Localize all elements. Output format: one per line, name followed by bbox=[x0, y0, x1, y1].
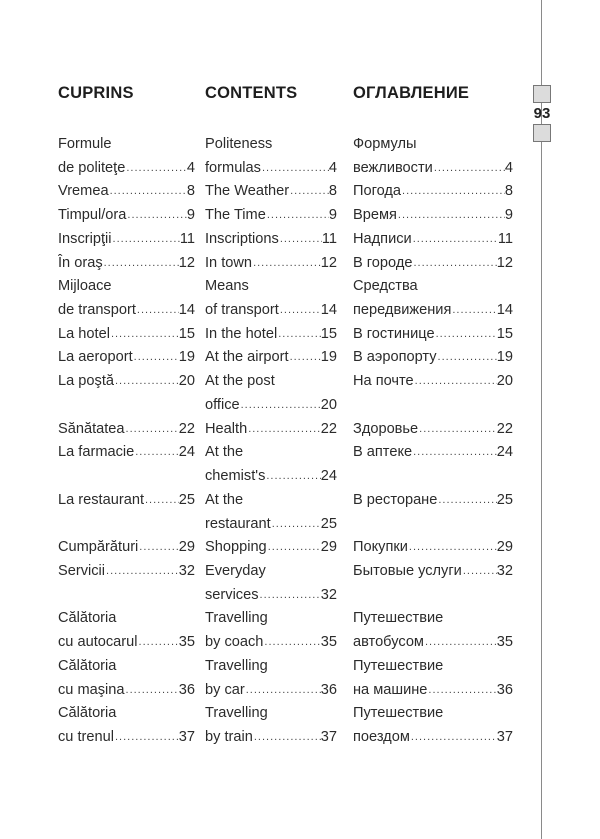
dot-leader bbox=[133, 346, 179, 370]
toc-entry-english bbox=[205, 465, 337, 489]
dot-leader bbox=[103, 252, 179, 276]
toc-entry-romanian bbox=[58, 370, 195, 394]
entry-title: office bbox=[205, 396, 240, 413]
thumb-tab-box-top bbox=[533, 85, 551, 103]
entry-page-number: 11 bbox=[321, 230, 337, 247]
entry-title: Inscripţii bbox=[58, 230, 112, 247]
entry-page-number: 32 bbox=[496, 562, 513, 579]
entry-page-number: 25 bbox=[178, 491, 195, 508]
entry-title: Путешествие bbox=[353, 657, 444, 674]
entry-title: Everyday bbox=[205, 562, 266, 579]
toc-entry-english bbox=[205, 275, 337, 299]
dot-leader bbox=[105, 560, 179, 584]
toc-entry-russian bbox=[353, 655, 513, 679]
entry-title: Travelling bbox=[205, 610, 268, 627]
entry-title: Sănătatea bbox=[58, 420, 125, 437]
heading-russian: ОГЛАВЛЕНИЕ bbox=[353, 84, 470, 102]
toc-row bbox=[0, 275, 600, 299]
entry-title: На почте bbox=[353, 373, 414, 390]
toc-entry-english bbox=[205, 252, 337, 276]
entry-page-number: 11 bbox=[497, 230, 513, 247]
entry-page-number: 19 bbox=[320, 349, 337, 366]
entry-title: Mijloace bbox=[58, 278, 112, 295]
toc-row bbox=[0, 228, 600, 252]
entry-title: Погода bbox=[353, 183, 402, 200]
entry-page-number: 12 bbox=[320, 254, 337, 271]
dot-leader bbox=[261, 157, 329, 181]
entry-title: Здоровье bbox=[353, 420, 419, 437]
toc-row bbox=[0, 346, 600, 370]
entry-title: Timpul/ora bbox=[58, 207, 127, 224]
toc-entry-romanian bbox=[58, 655, 195, 679]
toc-entry-english bbox=[205, 394, 337, 418]
toc-entry-english bbox=[205, 560, 337, 584]
entry-title: In the hotel bbox=[205, 325, 278, 342]
toc-row bbox=[0, 726, 600, 750]
dot-leader bbox=[437, 489, 496, 513]
entry-page-number: 35 bbox=[178, 634, 195, 651]
toc-entry-russian bbox=[353, 252, 513, 276]
toc-entry-english bbox=[205, 631, 337, 655]
dot-leader bbox=[267, 536, 321, 560]
toc-row bbox=[0, 465, 600, 489]
entry-page-number: 9 bbox=[186, 207, 195, 224]
entry-title: Călătoria bbox=[58, 705, 117, 722]
entry-title: В аэропорту bbox=[353, 349, 437, 366]
toc-entry-english bbox=[205, 204, 337, 228]
dot-leader bbox=[253, 726, 321, 750]
entry-title: chemist's bbox=[205, 468, 266, 485]
dot-leader bbox=[245, 679, 321, 703]
entry-title: Vremea bbox=[58, 183, 109, 200]
entry-title: Health bbox=[205, 420, 248, 437]
toc-entry-romanian bbox=[58, 346, 195, 370]
entry-page-number: 20 bbox=[320, 396, 337, 413]
entry-title: cu maşina bbox=[58, 681, 125, 698]
toc-row bbox=[0, 252, 600, 276]
entry-title: Путешествие bbox=[353, 610, 444, 627]
toc-entry-russian bbox=[353, 133, 513, 157]
entry-page-number: 14 bbox=[320, 302, 337, 319]
entry-page-number: 15 bbox=[496, 325, 513, 342]
toc-row bbox=[0, 394, 600, 418]
toc-entry-romanian bbox=[58, 299, 195, 323]
heading-romanian: CUPRINS bbox=[58, 84, 134, 102]
dot-leader bbox=[125, 418, 179, 442]
dot-leader bbox=[412, 441, 497, 465]
toc-entry-russian bbox=[353, 418, 513, 442]
dot-leader bbox=[408, 536, 497, 560]
dot-leader bbox=[125, 679, 179, 703]
entry-page-number: 14 bbox=[496, 302, 513, 319]
entry-page-number: 25 bbox=[496, 491, 513, 508]
dot-leader bbox=[410, 726, 497, 750]
toc-entry-romanian bbox=[58, 441, 195, 465]
toc-entry-russian bbox=[353, 370, 513, 394]
entry-title: restaurant bbox=[205, 515, 271, 532]
entry-page-number: 8 bbox=[328, 183, 337, 200]
toc-entry-english bbox=[205, 679, 337, 703]
entry-title: Travelling bbox=[205, 705, 268, 722]
entry-page-number: 8 bbox=[186, 183, 195, 200]
toc-row bbox=[0, 418, 600, 442]
entry-page-number: 15 bbox=[178, 325, 195, 342]
entry-page-number: 15 bbox=[320, 325, 337, 342]
entry-title: At the post bbox=[205, 373, 275, 390]
entry-title: de transport bbox=[58, 302, 136, 319]
toc-entry-russian bbox=[353, 346, 513, 370]
entry-page-number: 12 bbox=[496, 254, 513, 271]
entry-title: At the airport bbox=[205, 349, 289, 366]
toc-entry-russian bbox=[353, 180, 513, 204]
entry-page-number: 24 bbox=[496, 444, 513, 461]
entry-title: Means bbox=[205, 278, 249, 295]
entry-title: Călătoria bbox=[58, 610, 117, 627]
dot-leader bbox=[397, 204, 505, 228]
toc-row bbox=[0, 204, 600, 228]
entry-page-number: 24 bbox=[320, 468, 337, 485]
toc-row bbox=[0, 299, 600, 323]
entry-title: вежливости bbox=[353, 159, 433, 176]
entry-title: Бытовые услуги bbox=[353, 562, 462, 579]
toc-entry-russian bbox=[353, 204, 513, 228]
entry-page-number: 32 bbox=[178, 562, 195, 579]
toc-entry-romanian bbox=[58, 584, 195, 608]
entry-page-number: 35 bbox=[496, 634, 513, 651]
page-number: 93 bbox=[533, 105, 551, 122]
toc-entry-russian bbox=[353, 299, 513, 323]
dot-leader bbox=[114, 726, 179, 750]
entry-title: de politeţe bbox=[58, 159, 126, 176]
dot-leader bbox=[259, 584, 321, 608]
toc-entry-english bbox=[205, 346, 337, 370]
entry-title: In town bbox=[205, 254, 253, 271]
dot-leader bbox=[401, 180, 505, 204]
toc-entry-romanian bbox=[58, 465, 195, 489]
entry-title: Servicii bbox=[58, 562, 106, 579]
entry-title: formulas bbox=[205, 159, 261, 176]
entry-title: Shopping bbox=[205, 539, 267, 556]
entry-title: В городе bbox=[353, 254, 413, 271]
entry-page-number: 12 bbox=[178, 254, 195, 271]
toc-entry-russian bbox=[353, 228, 513, 252]
entry-page-number: 19 bbox=[496, 349, 513, 366]
dot-leader bbox=[414, 370, 497, 394]
entry-title: поездом bbox=[353, 728, 410, 745]
toc-entry-romanian bbox=[58, 252, 195, 276]
entry-title: Покупки bbox=[353, 539, 408, 556]
toc-row bbox=[0, 655, 600, 679]
toc-entry-russian bbox=[353, 726, 513, 750]
entry-page-number: 19 bbox=[178, 349, 195, 366]
toc-row bbox=[0, 631, 600, 655]
toc-entry-romanian bbox=[58, 275, 195, 299]
entry-page-number: 22 bbox=[496, 420, 513, 437]
entry-title: передвижения bbox=[353, 302, 452, 319]
entry-title: Călătoria bbox=[58, 657, 117, 674]
dot-leader bbox=[435, 323, 497, 347]
toc-entry-romanian bbox=[58, 536, 195, 560]
toc-entry-english bbox=[205, 702, 337, 726]
entry-page-number: 20 bbox=[178, 373, 195, 390]
toc-entry-romanian bbox=[58, 228, 195, 252]
toc-entry-russian bbox=[353, 702, 513, 726]
toc-row bbox=[0, 702, 600, 726]
entry-page-number: 14 bbox=[178, 302, 195, 319]
entry-title: La hotel bbox=[58, 325, 110, 342]
dot-leader bbox=[462, 560, 497, 584]
toc-entry-romanian bbox=[58, 180, 195, 204]
entry-title: La poştă bbox=[58, 373, 114, 390]
dot-leader bbox=[240, 394, 321, 418]
toc-entry-english bbox=[205, 726, 337, 750]
entry-title: cu autocarul bbox=[58, 634, 138, 651]
toc-entry-russian bbox=[353, 275, 513, 299]
entry-title: by train bbox=[205, 728, 253, 745]
toc-entry-romanian bbox=[58, 323, 195, 347]
toc-entry-romanian bbox=[58, 726, 195, 750]
toc-row bbox=[0, 536, 600, 560]
toc-entry-russian bbox=[353, 489, 513, 513]
toc-entry-romanian bbox=[58, 133, 195, 157]
entry-title: Средства bbox=[353, 278, 418, 295]
toc-entry-russian bbox=[353, 465, 513, 489]
entry-page-number: 37 bbox=[320, 728, 337, 745]
entry-page-number: 22 bbox=[320, 420, 337, 437]
toc-row bbox=[0, 180, 600, 204]
toc-entry-english bbox=[205, 489, 337, 513]
toc-row bbox=[0, 370, 600, 394]
entry-title: В аптеке bbox=[353, 444, 413, 461]
dot-leader bbox=[144, 489, 179, 513]
entry-title: Путешествие bbox=[353, 705, 444, 722]
toc-entry-russian bbox=[353, 394, 513, 418]
dot-leader bbox=[126, 204, 186, 228]
entry-page-number: 36 bbox=[178, 681, 195, 698]
dot-leader bbox=[266, 204, 329, 228]
entry-title: by coach bbox=[205, 634, 264, 651]
entry-title: Inscriptions bbox=[205, 230, 279, 247]
entry-title: Travelling bbox=[205, 657, 268, 674]
dot-leader bbox=[279, 299, 321, 323]
dot-leader bbox=[424, 631, 497, 655]
entry-title: La restaurant bbox=[58, 491, 144, 508]
table-of-contents bbox=[0, 133, 600, 750]
entry-title: În oraş bbox=[58, 254, 103, 271]
toc-row bbox=[0, 607, 600, 631]
dot-leader bbox=[277, 323, 321, 347]
entry-page-number: 11 bbox=[179, 230, 195, 247]
toc-entry-romanian bbox=[58, 157, 195, 181]
entry-title: Formule bbox=[58, 136, 112, 152]
toc-row bbox=[0, 441, 600, 465]
toc-entry-romanian bbox=[58, 513, 195, 537]
dot-leader bbox=[437, 346, 497, 370]
toc-entry-russian bbox=[353, 536, 513, 560]
dot-leader bbox=[110, 323, 179, 347]
dot-leader bbox=[134, 441, 179, 465]
dot-leader bbox=[114, 370, 179, 394]
entry-page-number: 4 bbox=[504, 159, 513, 176]
dot-leader bbox=[427, 679, 496, 703]
entry-title: of transport bbox=[205, 302, 279, 319]
entry-title: by car bbox=[205, 681, 245, 698]
dot-leader bbox=[451, 299, 496, 323]
toc-entry-english bbox=[205, 655, 337, 679]
entry-title: автобусом bbox=[353, 634, 424, 651]
toc-entry-english bbox=[205, 441, 337, 465]
entry-title: Надписи bbox=[353, 230, 412, 247]
dot-leader bbox=[412, 252, 496, 276]
dot-leader bbox=[412, 228, 498, 252]
entry-title: The Weather bbox=[205, 183, 290, 200]
entry-title: La aeroport bbox=[58, 349, 133, 366]
entry-page-number: 4 bbox=[328, 159, 337, 176]
toc-row bbox=[0, 157, 600, 181]
entry-page-number: 25 bbox=[320, 515, 337, 532]
toc-entry-romanian bbox=[58, 607, 195, 631]
toc-entry-romanian bbox=[58, 702, 195, 726]
toc-entry-russian bbox=[353, 679, 513, 703]
entry-page-number: 37 bbox=[178, 728, 195, 745]
entry-page-number: 9 bbox=[328, 207, 337, 224]
dot-leader bbox=[433, 157, 505, 181]
entry-page-number: 37 bbox=[496, 728, 513, 745]
toc-entry-romanian bbox=[58, 204, 195, 228]
toc-entry-english bbox=[205, 513, 337, 537]
entry-title: cu trenul bbox=[58, 728, 114, 745]
entry-title: Время bbox=[353, 207, 397, 224]
dot-leader bbox=[138, 631, 179, 655]
entry-title: Politeness bbox=[205, 136, 273, 152]
entry-page-number: 36 bbox=[496, 681, 513, 698]
toc-row bbox=[0, 133, 600, 157]
toc-entry-russian bbox=[353, 157, 513, 181]
entry-page-number: 9 bbox=[504, 207, 513, 224]
entry-title: At the bbox=[205, 444, 244, 461]
dot-leader bbox=[252, 252, 321, 276]
toc-row bbox=[0, 584, 600, 608]
dot-leader bbox=[289, 180, 329, 204]
dot-leader bbox=[247, 418, 321, 442]
toc-row bbox=[0, 513, 600, 537]
entry-page-number: 29 bbox=[178, 539, 195, 556]
toc-entry-russian bbox=[353, 584, 513, 608]
toc-entry-russian bbox=[353, 323, 513, 347]
toc-entry-russian bbox=[353, 631, 513, 655]
toc-entry-romanian bbox=[58, 394, 195, 418]
dot-leader bbox=[271, 513, 321, 537]
entry-page-number: 32 bbox=[320, 586, 337, 603]
entry-title: La farmacie bbox=[58, 444, 135, 461]
dot-leader bbox=[109, 180, 187, 204]
dot-leader bbox=[125, 157, 187, 181]
entry-page-number: 24 bbox=[178, 444, 195, 461]
entry-title: The Time bbox=[205, 207, 266, 224]
entry-page-number: 36 bbox=[320, 681, 337, 698]
heading-english: CONTENTS bbox=[205, 84, 298, 102]
toc-entry-russian bbox=[353, 513, 513, 537]
toc-entry-english bbox=[205, 418, 337, 442]
toc-entry-romanian bbox=[58, 631, 195, 655]
entry-page-number: 35 bbox=[320, 634, 337, 651]
dot-leader bbox=[279, 228, 322, 252]
toc-row bbox=[0, 560, 600, 584]
toc-entry-russian bbox=[353, 560, 513, 584]
entry-page-number: 29 bbox=[320, 539, 337, 556]
toc-entry-romanian bbox=[58, 489, 195, 513]
entry-title: Формулы bbox=[353, 136, 417, 152]
toc-row bbox=[0, 489, 600, 513]
entry-page-number: 8 bbox=[504, 183, 513, 200]
toc-entry-english bbox=[205, 228, 337, 252]
toc-entry-english bbox=[205, 180, 337, 204]
entry-page-number: 20 bbox=[496, 373, 513, 390]
entry-title: на машине bbox=[353, 681, 428, 698]
toc-entry-romanian bbox=[58, 418, 195, 442]
dot-leader bbox=[289, 346, 321, 370]
toc-entry-romanian bbox=[58, 679, 195, 703]
dot-leader bbox=[263, 631, 320, 655]
dot-leader bbox=[138, 536, 178, 560]
toc-entry-english bbox=[205, 323, 337, 347]
toc-entry-english bbox=[205, 370, 337, 394]
entry-title: В гостинице bbox=[353, 325, 435, 342]
toc-entry-english bbox=[205, 157, 337, 181]
entry-title: services bbox=[205, 586, 259, 603]
entry-title: В ресторане bbox=[353, 491, 438, 508]
entry-title: At the bbox=[205, 491, 244, 508]
toc-row bbox=[0, 679, 600, 703]
entry-title: Cumpărături bbox=[58, 539, 139, 556]
entry-page-number: 29 bbox=[496, 539, 513, 556]
dot-leader bbox=[418, 418, 497, 442]
entry-page-number: 4 bbox=[186, 159, 195, 176]
toc-entry-english bbox=[205, 299, 337, 323]
toc-entry-english bbox=[205, 133, 337, 157]
toc-entry-russian bbox=[353, 441, 513, 465]
toc-entry-english bbox=[205, 584, 337, 608]
toc-entry-english bbox=[205, 607, 337, 631]
dot-leader bbox=[136, 299, 179, 323]
dot-leader bbox=[112, 228, 180, 252]
dot-leader bbox=[265, 465, 320, 489]
toc-entry-russian bbox=[353, 607, 513, 631]
entry-page-number: 22 bbox=[178, 420, 195, 437]
toc-entry-english bbox=[205, 536, 337, 560]
toc-row bbox=[0, 323, 600, 347]
toc-entry-romanian bbox=[58, 560, 195, 584]
